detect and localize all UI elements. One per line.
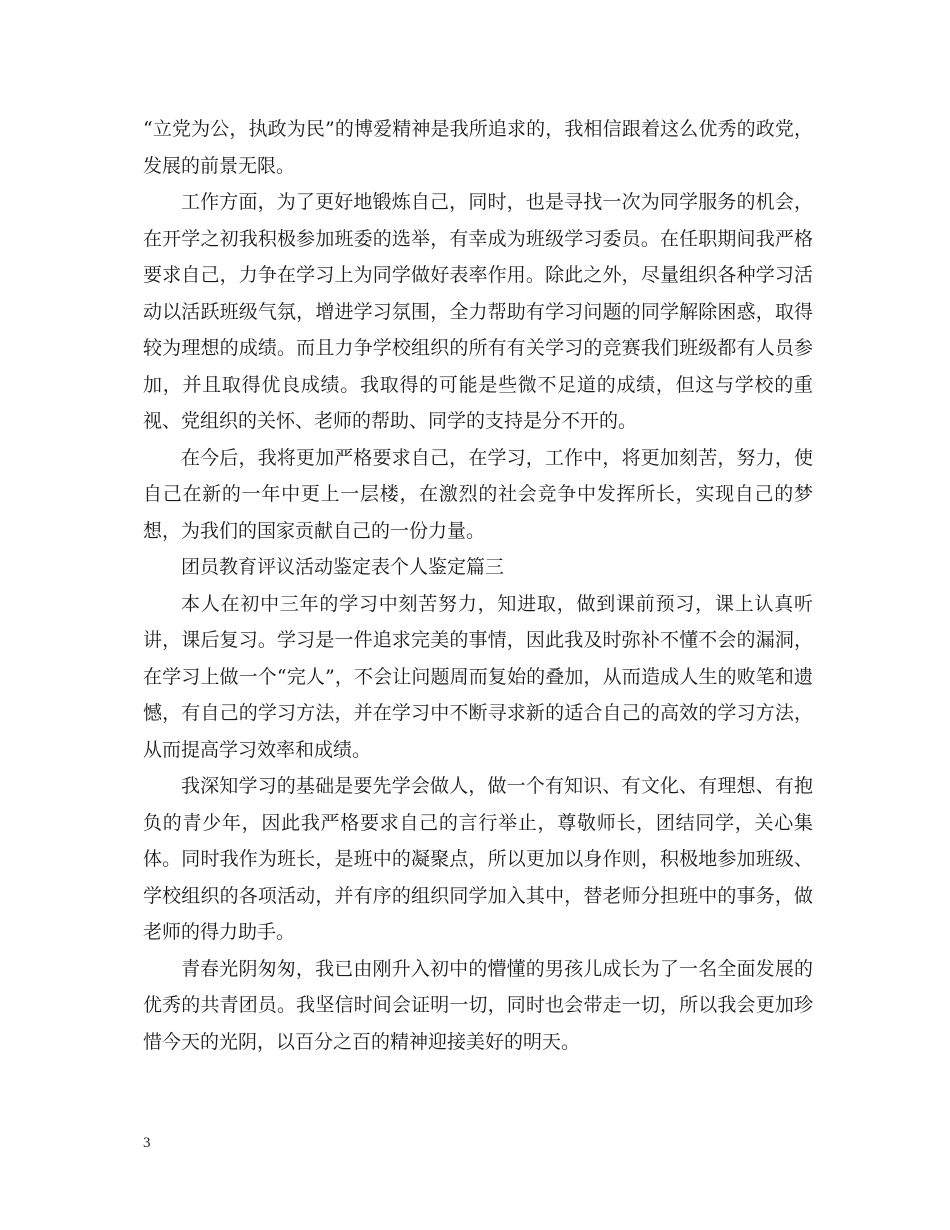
- page-number: 3: [143, 1135, 151, 1151]
- paragraph-7: 青春光阴匆匆，我已由刚升入初中的懵懂的男孩儿成长为了一名全面发展的优秀的共青团员。我坚信时间会证明一切，同时也会带走一切，所以我会更加珍惜今天的光阴，以百分之百的精神迎接美好的明天。: [143, 957, 813, 1053]
- paragraph-5: 本人在初中三年的学习中刻苦努力，知进取，做到课前预习，课上认真听讲，课后复习。学习是一件追求完美的事情，因此我及时弥补不懂不会的漏洞，在学习上做一个“完人”，不会让问题周而复始的叠加，从而造成人生的败笔和遗憾，有自己的学习方法，并在学习中不断寻求新的适合自己的高效的学习方法，从而提高学习效率和成绩。: [143, 592, 813, 761]
- section-heading: 团员教育评议活动鉴定表个人鉴定篇三: [181, 556, 505, 578]
- paragraph-3: 在今后，我将更加严格要求自己，在学习，工作中，将更加刻苦，努力，使自己在新的一年中更上一层楼，在激烈的社会竞争中发挥所长，实现自己的梦想，为我们的国家贡献自己的一份力量。: [143, 446, 813, 542]
- paragraph-1: “立党为公，执政为民”的博爱精神是我所追求的，我相信跟着这么优秀的政党，发展的前景无限。: [143, 118, 813, 177]
- paragraph-2: 工作方面，为了更好地锻炼自己，同时，也是寻找一次为同学服务的机会，在开学之初我积极参加班委的选举，有幸成为班级学习委员。在任职期间我严格要求自己，力争在学习上为同学做好表率作用。除此之外，尽量组织各种学习活动以活跃班级气氛，增进学习氛围，全力帮助有学习问题的同学解除困惑，取得较为理想的成绩。而且力争学校组织的所有有关学习的竞赛我们班级都有人员参加，并且取得优良成绩。我取得的可能是些微不足道的成绩，但这与学校的重视、党组织的关怀、老师的帮助、同学的支持是分不开的。: [143, 191, 813, 432]
- paragraph-6: 我深知学习的基础是要先学会做人，做一个有知识、有文化、有理想、有抱负的青少年，因此我严格要求自己的言行举止，尊敬师长，团结同学，关心集体。同时我作为班长，是班中的凝聚点，所以更加以身作则，积极地参加班级、学校组织的各项活动，并有序的组织同学加入其中，替老师分担班中的事务，做老师的得力助手。: [143, 775, 813, 943]
- document-body: [143, 111, 813, 1060]
